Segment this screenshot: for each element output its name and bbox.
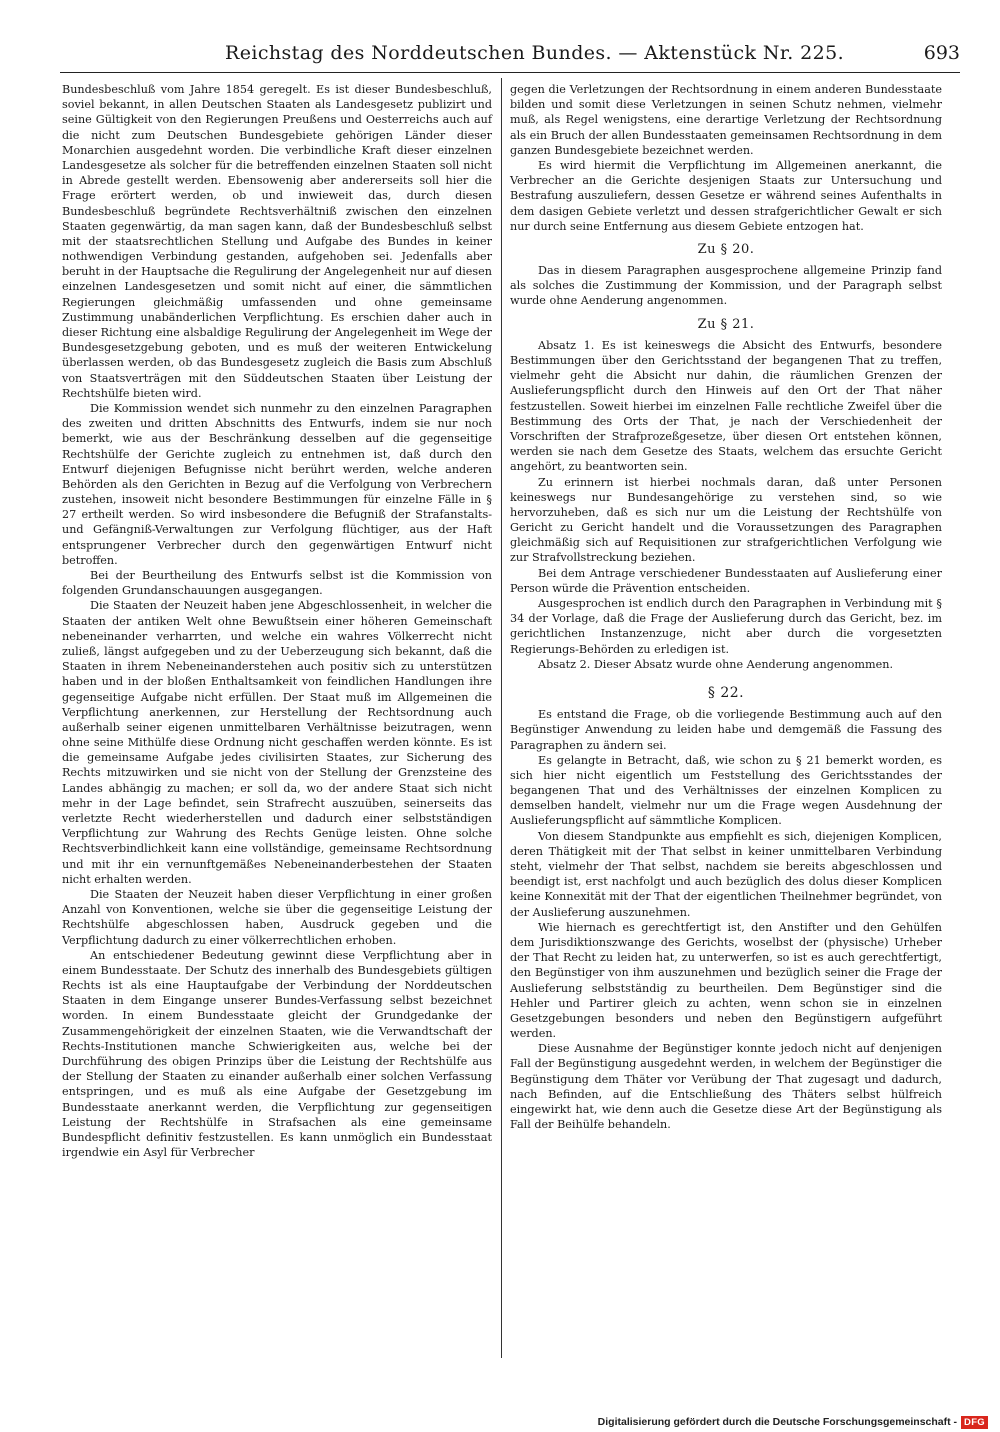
- paragraph: Bundesbeschluß vom Jahre 1854 geregelt. Es ist dieser Bundesbeschluß, soviel bekannt, in allen Deutschen Staaten als Landesgesetz publizirt und seine Gültigkeit von den Regierungen Preußens und Oesterreichs auch auf die nicht zum Deutschen Bundesgebiete gehörigen Länder dieser Monarchien ausgedehnt worden. Die verbindliche Kraft dieser einzelnen Landesgesetze als solcher für die betreffenden einzelnen Staaten soll nicht in Abrede gestellt werden. Ebensowenig aber andererseits soll hier die Frage erörtert werden, ob und inwieweit das, durch diesen Bundesbeschluß begründete Rechtsverhältniß zwischen den einzelnen Staaten gegenwärtig, da man sagen kann, daß der Bundesbeschluß selbst mit der staatsrechtlichen Stellung und Aufgabe des Bundes in keiner nothwendigen Verbindung gestanden, aufgehoben sei. Jedenfalls aber beruht in der Hauptsache die Regulirung der Angelegenheit nur auf diesen einzelnen Landesgesetzen und somit nicht auf einer, die sämmtlichen Regierungen gleichmäßig umfassenden und ohne gemeinsame Zustimmung unabänderlichen Verpflichtung. Es erschien daher auch in dieser Richtung eine alsbaldige Regulirung der Angelegenheit im Wege der Bundesgesetzgebung geboten, und es muß der weiteren Entwickelung überlassen werden, ob das Bundesgesetz zugleich die Basis zum Abschluß von Staatsverträgen mit den Süddeutschen Staaten über Leistung der Rechtshülfe bieten wird.: [62, 83, 492, 400]
- paragraph: Die Kommission wendet sich nunmehr zu den einzelnen Paragraphen des zweiten und dritten Abschnitts des Entwurfs, indem sie nur noch bemerkt, wie aus der Beschränkung desselben auf die gegenseitige Rechtshülfe der Gerichte zugleich zu entnehmen ist, daß durch den Entwurf diejenigen Befugnisse nicht berührt werden, welche anderen Behörden als den Gerichten in Bezug auf die Verfolgung von Verbrechern zustehen, insoweit nicht besondere Bestimmungen für einzelne Fälle in § 27 ertheilt werden. So wird insbesondere die Befugniß der Strafanstalts- und Gefängniß-Verwaltungen zur Verfolgung flüchtiger, aus der Haft entsprungener Verbrecher durch den gegenwärtigen Entwurf nicht betroffen.: [62, 401, 492, 567]
- section-heading-20: Zu § 20.: [697, 241, 755, 257]
- page-number: 693: [923, 42, 960, 64]
- paragraph: Es gelangte in Betracht, daß, wie schon zu § 21 bemerkt worden, es sich hier nicht eigentlich um Feststellung des Gerichtsstandes der begangenen That und des Verhältnisses der einzelnen Komplicen zu demselben handelt, vielmehr nur um die Frage wegen Ausdehnung der Auslieferungspflicht auf sämmtliche Komplicen.: [510, 753, 942, 828]
- paragraph: Die Staaten der Neuzeit haben dieser Verpflichtung in einer großen Anzahl von Konventionen, welche sie über die gegenseitige Leistung der Rechtshülfe abgeschlossen haben, Ausdruck gegeben und die Verpflichtung dadurch zu einer völkerrechtlichen erhoben.: [62, 887, 492, 947]
- section-heading-21: Zu § 21.: [697, 316, 755, 332]
- paragraph: Zu erinnern ist hierbei nochmals daran, daß unter Personen keineswegs nur Bundesangehörige zu verstehen sind, so wie hervorzuheben, daß es sich nur um die Leistung der Rechtshülfe von Gericht zu Gericht handelt und die Voraussetzungen des Paragraphen gleichmäßig sich auf Requisitionen zur strafgerichtlichen Verfolgung wie zur Strafvollstreckung beziehen.: [510, 475, 942, 565]
- paragraph: Es wird hiermit die Verpflichtung im Allgemeinen anerkannt, die Verbrecher an die Gerichte desjenigen Staats zur Untersuchung und Bestrafung auszuliefern, dessen Gesetze er während seines Aufenthalts in dem dasigen Gebiete verletzt und dessen strafgerichtlicher Gewalt er sich nur durch seine Entfernung aus diesem Gebiete entzogen hat.: [510, 158, 942, 233]
- page-header: [60, 38, 960, 73]
- dfg-logo: DFG: [961, 1416, 988, 1429]
- paragraph: Diese Ausnahme der Begünstiger konnte jedoch nicht auf denjenigen Fall der Begünstigung ausgedehnt werden, in welchem der Begünstiger die Begünstigung dem Thäter vor Verübung der That zugesagt und dadurch, nach Befinden, auf die Entschließung des Thäters selbst hülfreich eingewirkt hat, wie denn auch die Gesetze diese Art der Begünstigung als Fall der Beihülfe behandeln.: [510, 1042, 942, 1132]
- digitization-credit: [598, 1414, 988, 1430]
- paragraph: Wie hiernach es gerechtfertigt ist, den Anstifter und den Gehülfen dem Jurisdiktionszwange des Gerichts, woselbst der (physische) Urheber der That Recht zu leiden hat, zu unterwerfen, so ist es auch gerechtfertigt, den Begünstiger von ihm auszunehmen und bezüglich seiner die Frage der Auslieferung selbstständig zu beurtheilen. Dem Begünstiger sind die Hehler und Partirer gleich zu achten, wenn schon sie in einzelnen Gesetzgebungen besonders und neben den Begünstigern aufgeführt werden.: [510, 920, 942, 1041]
- paragraph: Absatz 1. Es ist keineswegs die Absicht des Entwurfs, besondere Bestimmungen über den Gerichtsstand der begangenen That zu treffen, vielmehr geht die Absicht nur dahin, die räumlichen Grenzen der Auslieferungspflicht durch den Hinweis auf den Ort der That näher festzustellen. Soweit hierbei im einzelnen Falle rechtliche Zweifel über die Bestimmung des Orts der That, je nach der Verschiedenheit der Vorschriften der Strafprozeßgesetze, über diesen Ort entstehen können, werden sie nach dem Gesetze des Staats, welchem das ersuchte Gericht angehört, zu beantworten sein.: [510, 338, 942, 474]
- paragraph: Ausgesprochen ist endlich durch den Paragraphen in Verbindung mit § 34 der Vorlage, daß die Frage der Auslieferung durch das Gericht, bez. im gerichtlichen Instanzenzuge, nicht aber durch die vorgesetzten Regierungs-Behörden zu erledigen ist.: [510, 597, 942, 656]
- running-title: Reichstag des Norddeutschen Bundes. — Aktenstück Nr. 225.: [225, 42, 845, 64]
- paragraph: Absatz 2. Dieser Absatz wurde ohne Aenderung angenommen.: [538, 657, 894, 671]
- credit-text: Digitalisierung gefördert durch die Deutsche Forschungsgemeinschaft -: [597, 1416, 958, 1428]
- paragraph: Es entstand die Frage, ob die vorliegende Bestimmung auch auf den Begünstiger Anwendung zu leiden habe und demgemäß die Fassung des Paragraphen zu ändern sei.: [510, 708, 942, 752]
- paragraph: Das in diesem Paragraphen ausgesprochene allgemeine Prinzip fand als solches die Zustimmung der Kommission, und der Paragraph selbst wurde ohne Aenderung angenommen.: [510, 264, 942, 308]
- left-column: [62, 82, 492, 1160]
- paragraph: Von diesem Standpunkte aus empfiehlt es sich, diejenigen Komplicen, deren Thätigkeit mit der That selbst in keiner unmittelbaren Verbindung steht, vielmehr der That selbst, nachdem sie bereits abgeschlossen und beendigt ist, erst nachfolgt und auch bezüglich des dolus dieser Komplicen keine Konnexität mit der That der eigentlichen Theilnehmer begründet, von der Auslieferung auszunehmen.: [510, 829, 942, 919]
- right-column: [510, 82, 942, 1132]
- paragraph: gegen die Verletzungen der Rechtsordnung in einem anderen Bundesstaate bilden und somit diese Verletzungen in seinen Schutz nehmen, vielmehr muß, als Regel wenigstens, eine derartige Verletzung der Rechtsordnung als ein Bruch der allen Bundesstaaten gemeinsamen Rechtsordnung in dem ganzen Bundesgebiete bezeichnet werden.: [510, 83, 942, 157]
- paragraph: Die Staaten der Neuzeit haben jene Abgeschlossenheit, in welcher die Staaten der antiken Welt ohne Bewußtsein einer höheren Gemeinschaft nebeneinander verharrten, und welche ein wahres Völkerrecht nicht zuließ, längst aufgegeben und zu der Ueberzeugung sich bekannt, daß die Staaten in ihrem Nebeneinanderstehen auch positiv sich zu unterstützen haben und in der bloßen Enthaltsamkeit von feindlichen Handlungen ihre gegenseitige Aufgabe nicht erfüllen. Der Staat muß im Allgemeinen die Verpflichtung anerkennen, zur Herstellung der Rechtsordnung auch außerhalb seiner eigenen unmittelbaren Verhältnisse beizutragen, wenn ohne seine Mithülfe diese Ordnung nicht geschaffen werden könnte. Es ist die gemeinsame Aufgabe jedes civilisirten Staates, zur Sicherung des Rechts mitzuwirken und sie nicht von der Stellung der Grenzsteine des Landes abhängig zu machen; er soll da, wo der andere Staat sich nicht mehr in der Lage befindet, sein Strafrecht auszuüben, seinerseits das verletzte Recht wiederherstellen und dadurch einer selbstständigen Verpflichtung zur Wahrung des Rechts Genüge leisten. Ohne solche Rechtsverbindlichkeit kann eine vollständige, gemeinsame Rechtsordnung und mit ihr ein vernunftgemäßes Nebeneinanderbestehen der Staaten nicht erhalten werden.: [62, 599, 492, 886]
- paragraph: An entschiedener Bedeutung gewinnt diese Verpflichtung aber in einem Bundesstaate. Der Schutz des innerhalb des Bundesgebiets gültigen Rechts ist als eine Hauptaufgabe der Verbindung der Norddeutschen Staaten in dem Eingange unserer Bundes-Verfassung selbst bezeichnet worden. In einem Bundesstaate gleicht der Grundgedanke der Zusammengehörigkeit der einzelnen Staaten, wie die Verwandtschaft der Rechts-Institutionen manche Schwierigkeiten aus, welche bei der Durchführung des obigen Prinzips über die Leistung der Rechtshülfe aus der Stellung der Staaten zu einander außerhalb einer solchen Verfassung entspringen, und es muß als eine Aufgabe der Gesetzgebung im Bundesstaate anerkannt werden, die Verpflichtung zur gegenseitigen Leistung der Rechtshülfe in Strafsachen als eine gemeinsame Bundespflicht definitiv festzustellen. Es kann unmöglich ein Bundesstaat irgendwie ein Asyl für Verbrecher: [62, 948, 492, 1160]
- paragraph: Bei der Beurtheilung des Entwurfs selbst ist die Kommission von folgenden Grundanschauungen ausgegangen.: [62, 569, 492, 598]
- section-heading-22: § 22.: [707, 684, 745, 701]
- paragraph: Bei dem Antrage verschiedener Bundesstaaten auf Auslieferung einer Person würde die Prävention entscheiden.: [510, 566, 942, 595]
- column-divider: [501, 78, 502, 1358]
